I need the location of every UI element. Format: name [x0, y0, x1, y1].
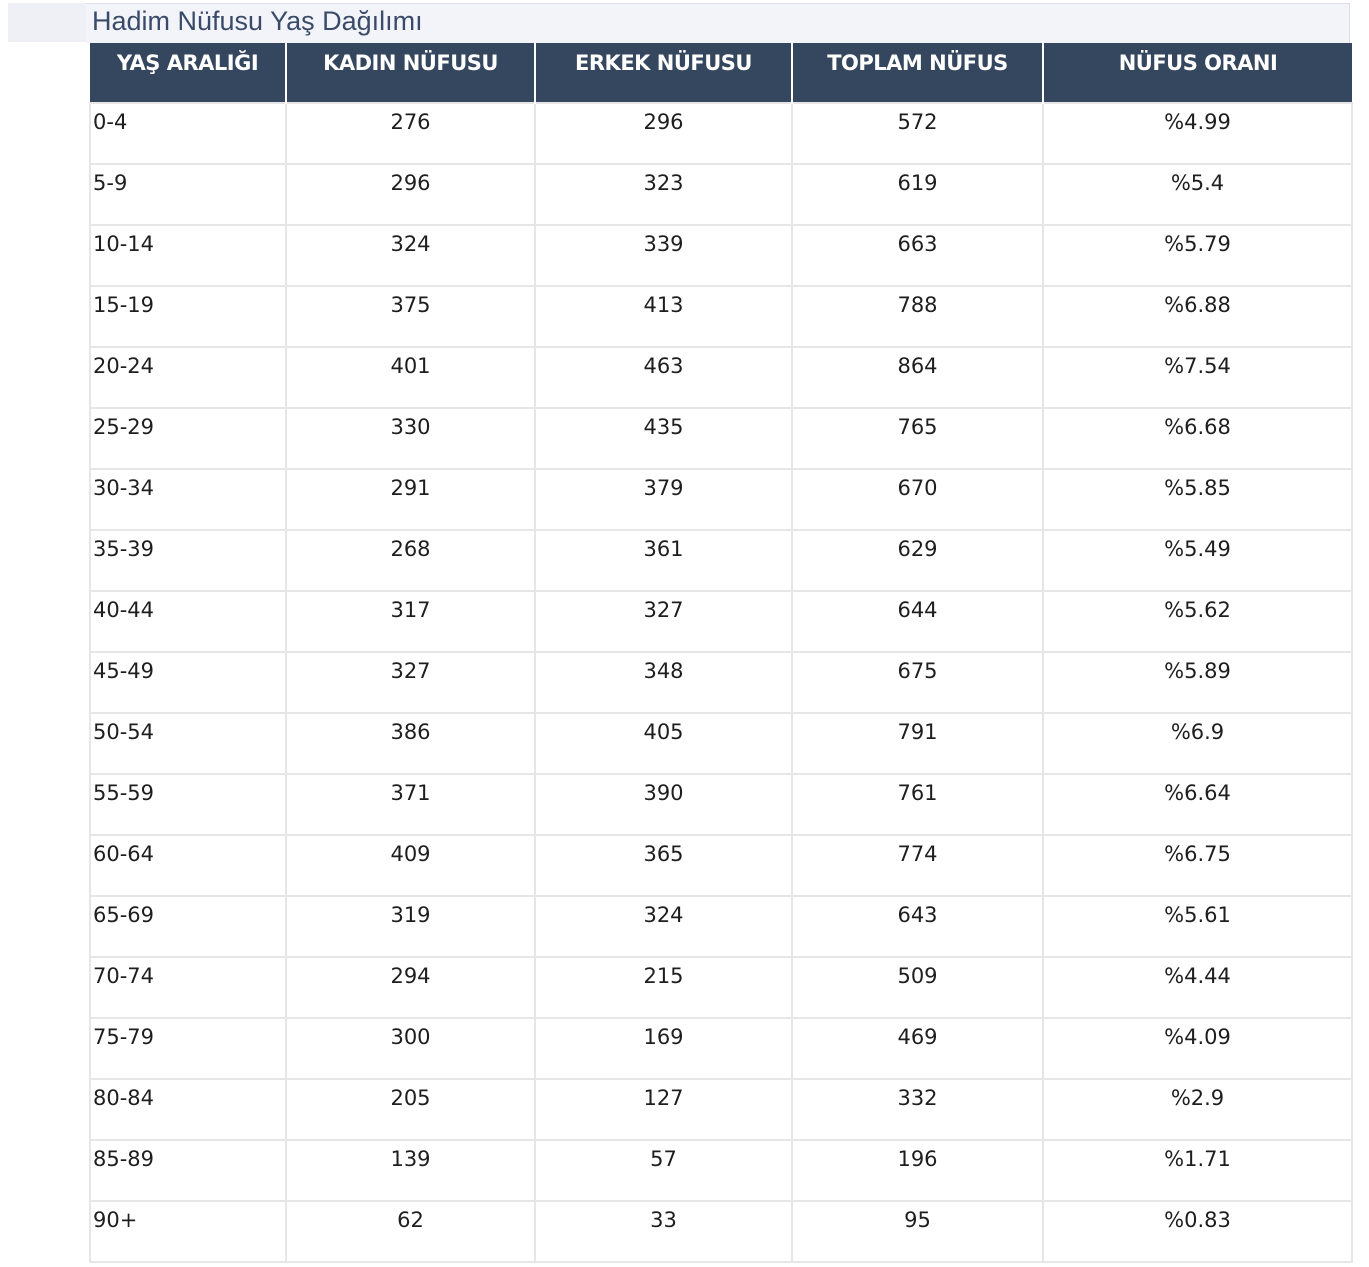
title-bar	[86, 3, 1350, 43]
age-range-cell: 80-84	[90, 1079, 286, 1140]
population-ratio-cell: %5.85	[1043, 469, 1352, 530]
male-population-cell: 296	[535, 103, 792, 164]
population-ratio-cell: %6.9	[1043, 713, 1352, 774]
population-ratio-cell: %5.61	[1043, 896, 1352, 957]
population-ratio-cell: %6.75	[1043, 835, 1352, 896]
male-population-cell: 361	[535, 530, 792, 591]
age-range-cell: 55-59	[90, 774, 286, 835]
female-population-cell: 205	[286, 1079, 535, 1140]
age-range-cell: 85-89	[90, 1140, 286, 1201]
age-range-cell: 35-39	[90, 530, 286, 591]
age-range-cell: 40-44	[90, 591, 286, 652]
population-ratio-cell: %6.64	[1043, 774, 1352, 835]
total-population-cell: 675	[792, 652, 1043, 713]
male-population-cell: 57	[535, 1140, 792, 1201]
population-ratio-cell: %5.62	[1043, 591, 1352, 652]
female-population-cell: 324	[286, 225, 535, 286]
header-population-ratio: NÜFUS ORANI	[1043, 43, 1352, 103]
total-population-cell: 644	[792, 591, 1043, 652]
male-population-cell: 390	[535, 774, 792, 835]
population-ratio-cell: %5.49	[1043, 530, 1352, 591]
table-row	[90, 1018, 1352, 1079]
table-row	[90, 1201, 1352, 1262]
male-population-cell: 379	[535, 469, 792, 530]
table-row	[90, 286, 1352, 347]
total-population-cell: 572	[792, 103, 1043, 164]
population-ratio-cell: %4.09	[1043, 1018, 1352, 1079]
age-range-cell: 10-14	[90, 225, 286, 286]
age-range-cell: 60-64	[90, 835, 286, 896]
male-population-cell: 435	[535, 408, 792, 469]
male-population-cell: 348	[535, 652, 792, 713]
male-population-cell: 324	[535, 896, 792, 957]
table-row	[90, 713, 1352, 774]
header-female-population: KADIN NÜFUSU	[286, 43, 535, 103]
population-ratio-cell: %6.68	[1043, 408, 1352, 469]
age-range-cell: 50-54	[90, 713, 286, 774]
table-row	[90, 774, 1352, 835]
female-population-cell: 139	[286, 1140, 535, 1201]
male-population-cell: 33	[535, 1201, 792, 1262]
age-range-cell: 30-34	[90, 469, 286, 530]
total-population-cell: 670	[792, 469, 1043, 530]
total-population-cell: 619	[792, 164, 1043, 225]
table-row	[90, 225, 1352, 286]
total-population-cell: 509	[792, 957, 1043, 1018]
female-population-cell: 276	[286, 103, 535, 164]
male-population-cell: 127	[535, 1079, 792, 1140]
population-ratio-cell: %6.88	[1043, 286, 1352, 347]
male-population-cell: 339	[535, 225, 792, 286]
male-population-cell: 169	[535, 1018, 792, 1079]
table-row	[90, 1079, 1352, 1140]
population-ratio-cell: %5.89	[1043, 652, 1352, 713]
table-row	[90, 347, 1352, 408]
table-row	[90, 652, 1352, 713]
female-population-cell: 291	[286, 469, 535, 530]
female-population-cell: 319	[286, 896, 535, 957]
female-population-cell: 300	[286, 1018, 535, 1079]
age-range-cell: 75-79	[90, 1018, 286, 1079]
table-row	[90, 896, 1352, 957]
population-ratio-cell: %4.99	[1043, 103, 1352, 164]
table-row	[90, 469, 1352, 530]
population-ratio-cell: %5.4	[1043, 164, 1352, 225]
age-range-cell: 65-69	[90, 896, 286, 957]
male-population-cell: 463	[535, 347, 792, 408]
table-row	[90, 408, 1352, 469]
population-table	[89, 43, 1353, 1263]
population-ratio-cell: %1.71	[1043, 1140, 1352, 1201]
age-range-cell: 20-24	[90, 347, 286, 408]
header-total-population: TOPLAM NÜFUS	[792, 43, 1043, 103]
female-population-cell: 386	[286, 713, 535, 774]
total-population-cell: 196	[792, 1140, 1043, 1201]
table-row	[90, 591, 1352, 652]
population-ratio-cell: %4.44	[1043, 957, 1352, 1018]
table-row	[90, 957, 1352, 1018]
male-population-cell: 327	[535, 591, 792, 652]
female-population-cell: 371	[286, 774, 535, 835]
age-range-cell: 15-19	[90, 286, 286, 347]
age-range-cell: 25-29	[90, 408, 286, 469]
total-population-cell: 788	[792, 286, 1043, 347]
total-population-cell: 629	[792, 530, 1043, 591]
male-population-cell: 215	[535, 957, 792, 1018]
population-ratio-cell: %7.54	[1043, 347, 1352, 408]
female-population-cell: 409	[286, 835, 535, 896]
total-population-cell: 774	[792, 835, 1043, 896]
female-population-cell: 330	[286, 408, 535, 469]
population-ratio-cell: %0.83	[1043, 1201, 1352, 1262]
male-population-cell: 413	[535, 286, 792, 347]
table-row	[90, 164, 1352, 225]
total-population-cell: 332	[792, 1079, 1043, 1140]
left-tab-strip	[8, 3, 86, 42]
female-population-cell: 317	[286, 591, 535, 652]
male-population-cell: 365	[535, 835, 792, 896]
table-row	[90, 103, 1352, 164]
total-population-cell: 791	[792, 713, 1043, 774]
age-range-cell: 5-9	[90, 164, 286, 225]
page-title: Hadim Nüfusu Yaş Dağılımı	[92, 6, 423, 36]
total-population-cell: 95	[792, 1201, 1043, 1262]
total-population-cell: 643	[792, 896, 1043, 957]
male-population-cell: 405	[535, 713, 792, 774]
header-male-population: ERKEK NÜFUSU	[535, 43, 792, 103]
header-age-range: YAŞ ARALIĞI	[90, 43, 286, 103]
population-ratio-cell: %5.79	[1043, 225, 1352, 286]
total-population-cell: 663	[792, 225, 1043, 286]
female-population-cell: 268	[286, 530, 535, 591]
table-row	[90, 1140, 1352, 1201]
total-population-cell: 765	[792, 408, 1043, 469]
table-header-row	[90, 43, 1352, 103]
male-population-cell: 323	[535, 164, 792, 225]
table-row	[90, 530, 1352, 591]
total-population-cell: 469	[792, 1018, 1043, 1079]
female-population-cell: 62	[286, 1201, 535, 1262]
female-population-cell: 375	[286, 286, 535, 347]
female-population-cell: 401	[286, 347, 535, 408]
female-population-cell: 327	[286, 652, 535, 713]
population-ratio-cell: %2.9	[1043, 1079, 1352, 1140]
table-row	[90, 835, 1352, 896]
age-range-cell: 90+	[90, 1201, 286, 1262]
total-population-cell: 761	[792, 774, 1043, 835]
female-population-cell: 296	[286, 164, 535, 225]
age-range-cell: 70-74	[90, 957, 286, 1018]
age-range-cell: 0-4	[90, 103, 286, 164]
total-population-cell: 864	[792, 347, 1043, 408]
female-population-cell: 294	[286, 957, 535, 1018]
age-range-cell: 45-49	[90, 652, 286, 713]
